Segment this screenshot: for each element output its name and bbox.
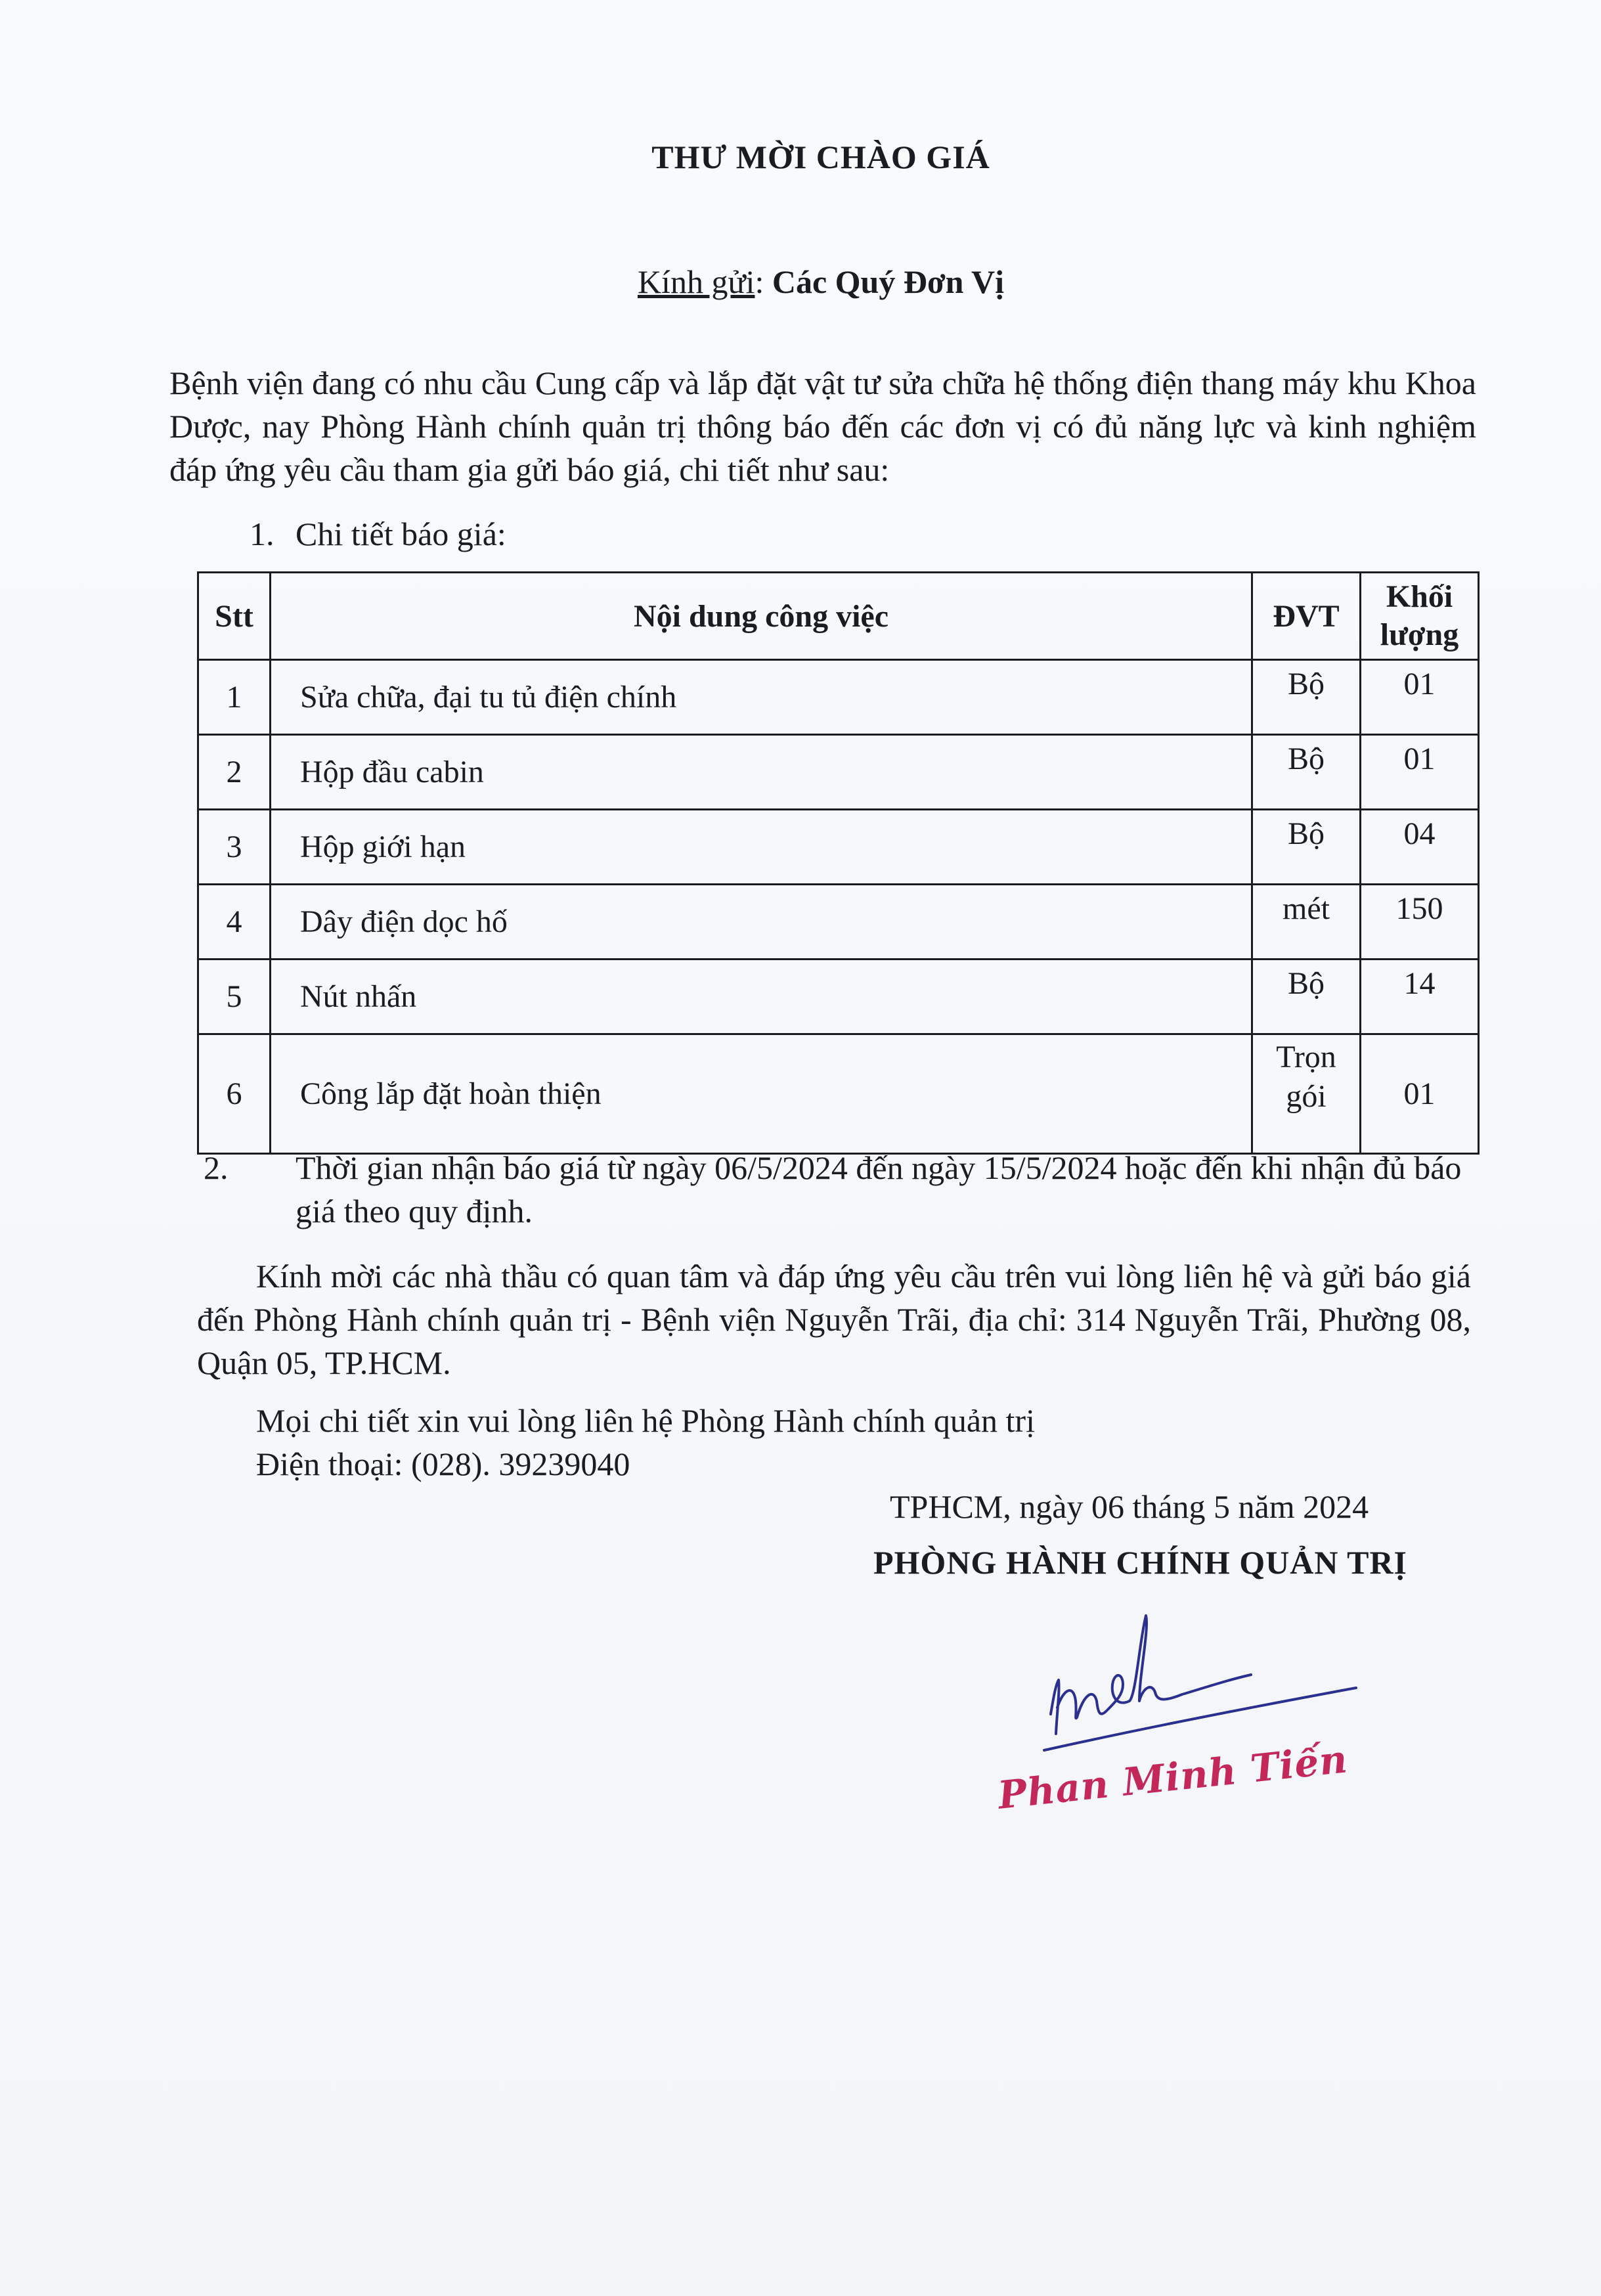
row-content: Dây điện dọc hố [271,885,1252,960]
row-content: Sửa chữa, đại tu tủ điện chính [271,660,1252,735]
row-qty: 14 [1361,960,1479,1034]
row-stt: 4 [198,885,271,960]
intro-paragraph: Bệnh viện đang có nhu cầu Cung cấp và lắp đặt vật tư sửa chữa hệ thống điện thang máy khu Khoa Dược, nay Phòng Hành chính quản trị thông báo đến các đơn vị có đủ năng lực và kinh nghiệm đáp ứng yêu cầu tham gia gửi báo giá, chi tiết như sau: [169,364,1476,488]
signature-stroke [1044,1616,1356,1750]
greeting-label: Kính gửi [637,263,755,300]
section-2-text: Thời gian nhận báo giá từ ngày 06/5/2024 đến ngày 15/5/2024 hoặc đến khi nhận đủ báo giá theo quy định. [296,1149,1462,1229]
document-title: THƯ MỜI CHÀO GIÁ [651,139,990,175]
row-unit-line1: Trọn [1276,1040,1336,1074]
contact-line: Mọi chi tiết xin vui lòng liên hệ Phòng Hành chính quản trị [256,1402,1035,1439]
table-row [198,1034,1479,1154]
header-stt: Stt [198,573,271,660]
row-unit: Bộ [1252,960,1361,1034]
table-row [198,885,1479,960]
table-row [198,660,1479,735]
row-unit: Bộ [1252,735,1361,810]
section-2-paragraph [204,1146,1478,1233]
table-row [198,810,1479,885]
table-row [198,735,1479,810]
signer-name-stamp: Phan Minh Tiến [996,1736,1350,1818]
table-row [198,960,1479,1034]
header-volume-line1: Khối [1386,579,1453,614]
section-1-number: 1. [250,516,274,552]
greeting-colon: : [755,263,772,300]
row-qty: 01 [1361,660,1479,735]
header-volume-line2: lượng [1380,617,1459,652]
row-stt: 3 [198,810,271,885]
row-content: Công lắp đặt hoàn thiện [271,1034,1252,1154]
row-unit [1252,1034,1361,1154]
greeting-line [0,263,1601,301]
quote-table [197,571,1480,1155]
greeting-recipient: Các Quý Đơn Vị [772,263,1005,300]
header-content: Nội dung công việc [271,573,1252,660]
department-name: PHÒNG HÀNH CHÍNH QUẢN TRỊ [873,1544,1408,1581]
section-1-heading [250,512,1432,556]
row-stt: 1 [198,660,271,735]
date-line: TPHCM, ngày 06 tháng 5 năm 2024 [890,1488,1369,1525]
row-stt: 5 [198,960,271,1034]
row-qty: 01 [1361,735,1479,810]
phone-line: Điện thoại: (028). 39239040 [256,1446,630,1482]
row-stt: 6 [198,1034,271,1154]
row-content: Hộp giới hạn [271,810,1252,885]
row-unit: mét [1252,885,1361,960]
row-unit-line2: gói [1286,1079,1327,1114]
row-stt: 2 [198,735,271,810]
section-2-number: 2. [204,1149,229,1186]
invitation-paragraph: Kính mời các nhà thầu có quan tâm và đáp ứng yêu cầu trên vui lòng liên hệ và gửi báo giá đến Phòng Hành chính quản trị - Bệnh viện Nguyễn Trãi, địa chỉ: 314 Nguyễn Trãi, Phường 08, Quận 05, TP.HCM. [197,1258,1471,1381]
row-unit: Bộ [1252,660,1361,735]
section-1-label: Chi tiết báo giá: [296,516,506,552]
contact-block [256,1399,1438,1486]
row-qty: 04 [1361,810,1479,885]
header-volume [1361,573,1479,660]
row-content: Nút nhấn [271,960,1252,1034]
table-header-row [198,573,1479,660]
row-qty: 150 [1361,885,1479,960]
row-unit: Bộ [1252,810,1361,885]
row-qty: 01 [1361,1034,1479,1154]
header-unit: ĐVT [1252,573,1361,660]
row-content: Hộp đầu cabin [271,735,1252,810]
